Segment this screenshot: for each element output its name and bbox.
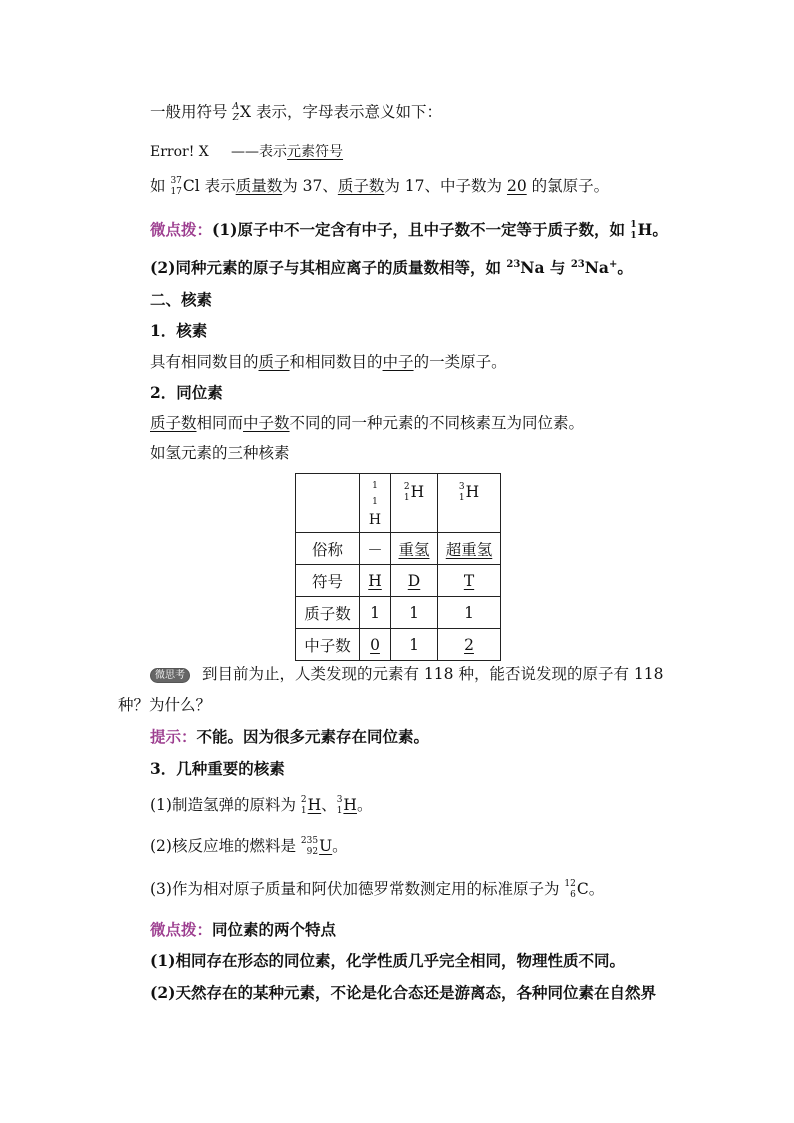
- item-3: (3)作为相对原子质量和阿伏加德罗常数测定用的标准原子为 12 6 C。: [150, 879, 605, 900]
- think-question: 微思考 到目前为止，人类发现的元素有 118 种，能否说发现的原子有 118: [150, 664, 663, 684]
- table-row: 符号 H D T: [296, 565, 501, 597]
- heading-nuclide: 1．核素: [150, 321, 208, 340]
- table-header-row: [296, 474, 501, 533]
- feature-1: (1)相同存在形态的同位素，化学性质几乎完全相同，物理性质不同。: [150, 951, 625, 970]
- table-row: 质子数 1 1 1: [296, 597, 501, 629]
- think-badge: 微思考: [150, 668, 190, 683]
- protium-header: 1 1 H: [360, 474, 391, 533]
- heading-isotope: 2．同位素: [150, 383, 223, 402]
- heading-important-nuclides: 3．几种重要的核素: [150, 759, 285, 778]
- tip-3: 微点拨：同位素的两个特点: [150, 920, 337, 939]
- tip-2: (2)同种元素的原子与其相应离子的质量数相等，如 $^{23}$Na 与 $^{23}$Na+。: [150, 258, 633, 277]
- table-row: 中子数 0 1 2: [296, 629, 501, 661]
- cl-37-symbol: 37 17 Cl: [170, 176, 200, 197]
- isotope-definition: 质子数相同而中子数不同的同一种元素的不同核素互为同位素。: [150, 414, 585, 432]
- deuterium-header: 2 1 H: [391, 474, 438, 533]
- section-heading: 二、核素: [150, 290, 213, 309]
- think-question-cont: 种？为什么？: [118, 696, 212, 714]
- feature-2: (2)天然存在的某种元素，不论是化合态还是游离态，各种同位素在自然界: [150, 983, 656, 1002]
- error-line: Error! X ——表示元素符号: [150, 144, 344, 160]
- chlorine-example: 如 37 17 Cl 表示质量数为 37、质子数为 17、中子数为 20 的氯原子。: [150, 176, 610, 197]
- tritium-header: 3 1 H: [438, 474, 501, 533]
- hydrogen-intro: 如氢元素的三种核素: [150, 444, 290, 462]
- tip-1: 微点拨：(1)原子中不一定含有中子，且中子数不一定等于质子数，如 1 1 H。: [150, 220, 668, 241]
- nuclide-symbol: A Z X: [232, 102, 251, 123]
- hydrogen-isotope-table: [295, 473, 501, 661]
- item-2: (2)核反应堆的燃料是 235 92 U。: [150, 836, 348, 857]
- notation-intro: 一般用符号 A Z X 表示，字母表示意义如下：: [150, 102, 442, 123]
- table-row: 俗称 － 重氢 超重氢: [296, 533, 501, 565]
- nuclide-definition: 具有相同数目的质子和相同数目的中子的一类原子。: [150, 353, 507, 371]
- hint: 提示：不能。因为很多元素存在同位素。: [150, 727, 430, 746]
- item-1: (1)制造氢弹的原料为 2 1 H、 3 1 H。: [150, 795, 373, 816]
